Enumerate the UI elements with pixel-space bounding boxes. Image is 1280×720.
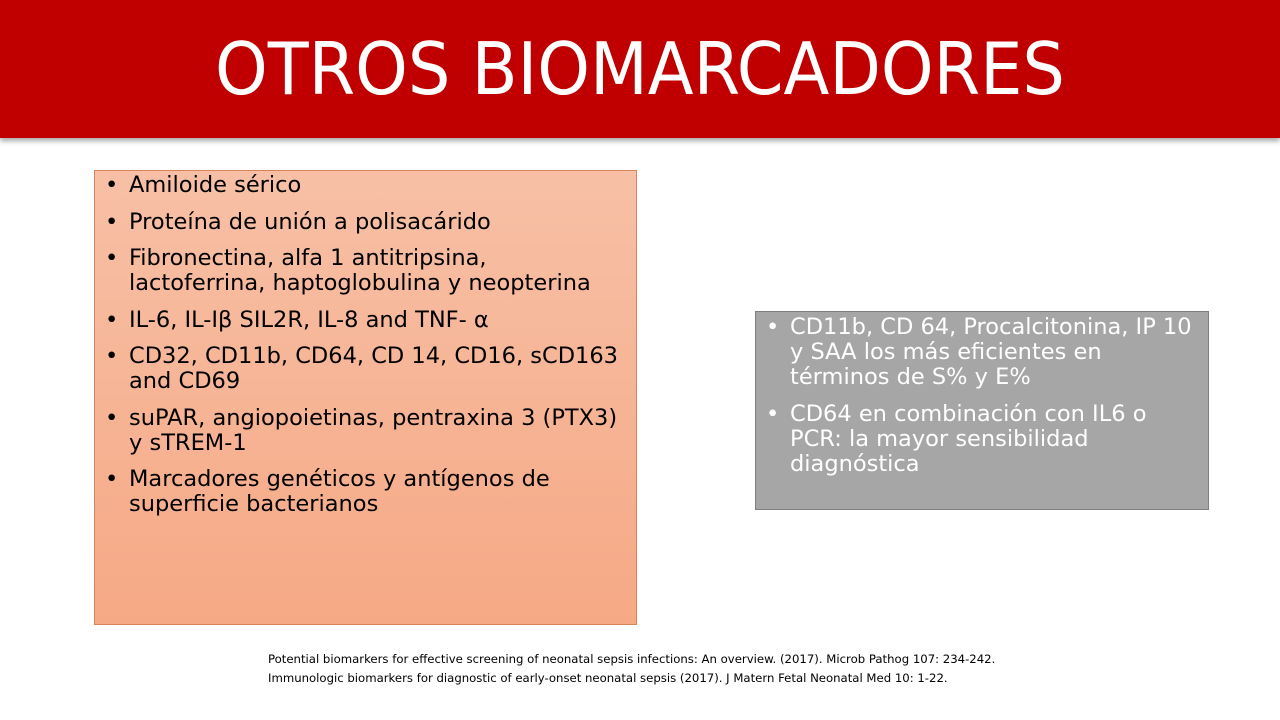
bullet-icon: • (105, 208, 119, 235)
summary-box (755, 311, 1209, 510)
list-item (764, 315, 1200, 390)
bullet-icon: • (105, 306, 119, 333)
list-item (103, 173, 628, 198)
list-item-text: Fibronectina, alfa 1 antitripsina, lactoferrina, haptoglobulina y neopterina (129, 245, 591, 296)
list-item-text: CD11b, CD 64, Procalcitonina, IP 10 y SAA los más eficientes en términos de S% y E% (790, 314, 1192, 390)
bullet-icon: • (105, 404, 119, 431)
list-item (103, 406, 628, 456)
biomarker-list (95, 171, 636, 517)
summary-list (756, 312, 1208, 477)
title-bar (0, 0, 1280, 138)
list-item (764, 402, 1200, 477)
list-item-text: Proteína de unión a polisacárido (129, 208, 491, 235)
list-item (103, 210, 628, 235)
slide-title: OTROS BIOMARCADORES (215, 27, 1065, 111)
bullet-icon: • (105, 245, 119, 271)
bullet-icon: • (105, 466, 119, 492)
list-item (103, 467, 628, 517)
references (268, 650, 1168, 688)
list-item (103, 246, 628, 296)
bullet-icon: • (766, 400, 780, 427)
reference-line: Immunologic biomarkers for diagnostic of early-onset neonatal sepsis (2017). J Matern Fetal Neonatal Med 10: 1-22. (268, 671, 948, 685)
reference-line: Potential biomarkers for effective screening of neonatal sepsis infections: An overview. (2017). Microb Pathog 107: 234-242. (268, 652, 996, 666)
list-item (103, 308, 628, 333)
list-item-text: CD32, CD11b, CD64, CD 14, CD16, sCD163 and CD69 (129, 343, 618, 394)
list-item-text: CD64 en combinación con IL6 o PCR: la mayor sensibilidad diagnóstica (790, 400, 1147, 477)
list-item-text: IL-6, IL-Iβ SIL2R, IL-8 and TNF- α (129, 306, 489, 333)
list-item-text: suPAR, angiopoietinas, pentraxina 3 (PTX3) y sTREM-1 (129, 404, 618, 456)
bullet-icon: • (766, 314, 780, 340)
bullet-icon: • (105, 172, 119, 198)
list-item (103, 344, 628, 394)
list-item-text: Marcadores genéticos y antígenos de superficie bacterianos (129, 466, 550, 517)
biomarker-list-box (94, 170, 637, 625)
bullet-icon: • (105, 343, 119, 369)
list-item-text: Amiloide sérico (129, 172, 302, 198)
